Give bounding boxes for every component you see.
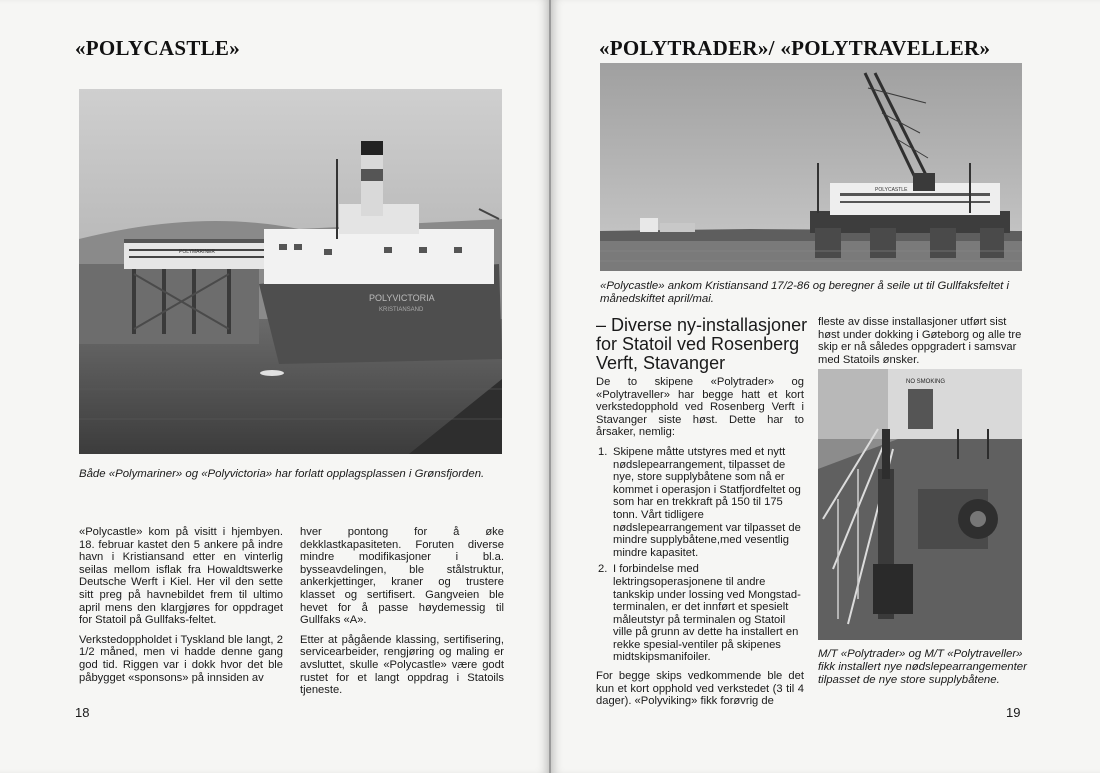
- rig-name-marking: POLYMARINER: [179, 249, 216, 255]
- photo-caption: Både «Polymariner» og «Polyvictoria» har forlatt opplagsplassen i Grønsfjorden.: [79, 468, 485, 480]
- deck-photo-caption: M/T «Polytrader» og M/T «Polytraveller» fikk installert nye nødslepearrangementer tilpasset de nye store supplybåtene.: [818, 648, 1027, 686]
- text-column-2-top: [818, 316, 1024, 373]
- page-number: 19: [1006, 705, 1021, 720]
- numbered-list: [596, 446, 804, 664]
- page-heading: «POLYCASTLE»: [75, 36, 241, 60]
- list-number: 2.: [598, 563, 608, 576]
- article-subheading: – Diverse ny-installasjoner for Statoil ved Rosenberg Verft, Stavanger: [596, 315, 808, 373]
- rig-photo-polycastle: [600, 63, 1022, 271]
- paragraph: Etter at pågående klassing, sertifisering, servicearbeider, rengjøring og maling er avsluttet, skulle «Polycastle» være godt rustet for et langt oppdrag i Statoils tjeneste.: [300, 633, 504, 697]
- text-column-2: [300, 526, 504, 704]
- paragraph: Verkstedoppholdet i Tyskland ble langt, 2 1/2 måned, men vi hadde denne gang god tid. Riggen var i dokk hvor det ble påbygget «sponsons» på innsiden av: [79, 633, 283, 684]
- photo-caption: «Polycastle» ankom Kristiansand 17/2-86 og beregner å seile ut til Gullfaksfeltet i månedskiftet april/mai.: [600, 280, 1010, 305]
- left-page: [0, 0, 549, 773]
- rig-name-marking: POLYCASTLE: [875, 187, 908, 193]
- list-text: I forbindelse med lektringsoperasjonene til andre tankskip under lossing ved Mongstad-terminalen, er det innført et spesielt måleutstyr på terminalen og Statoil ville på grunn av dette ha installert en rekke spesial-ventiler på skipenes midtskipsmanifoiler.: [613, 563, 801, 664]
- page-number: 18: [75, 705, 90, 720]
- paragraph: fleste av disse installasjoner utført sist høst under dokking i Gøteborg og alle tre skip er nå således oppgradert i samsvar med Statoils ønsker.: [818, 316, 1022, 366]
- right-page: [551, 0, 1100, 773]
- ship-port-marking: KRISTIANSAND: [379, 307, 424, 313]
- deck-photo-towing-gear: [818, 369, 1022, 640]
- text-column-1: [596, 376, 804, 715]
- list-item: [596, 446, 804, 559]
- page-heading: «POLYTRADER»/ «POLYTRAVELLER»: [599, 36, 991, 60]
- list-text: Skipene måtte utstyres med et nytt nødslepearrangement, tilpasset de nye, store supplybåtene som nå er kommet i operasjon i Statfjordfeltet og som har en trekkraft på 150 til 175 tonn. Vårt tidligere nødslepearrangement var tilpasset de mindre supplybåtene,med vesentlig mindre kapasitet.: [613, 445, 801, 559]
- list-item: [596, 563, 804, 664]
- paragraph: hver pontong for å øke dekklastkapasiteten. Foruten diverse mindre modifikasjoner i bl.a. bysseavdelingen, ble stålstruktur, ankerkjettinger, kraner og trustere klasset og sertifisert. Gangveien ble hevet for å passe høydemessig til Gullfaks «A».: [300, 526, 504, 627]
- intro-paragraph: De to skipene «Polytrader» og «Polytraveller» har begge hatt et kort verkstedopphold ved Rosenberg Verft i Stavanger siste høst. Dette har to årsaker, nemlig:: [596, 376, 804, 439]
- ship-name-marking: POLYVICTORIA: [369, 293, 435, 303]
- no-smoking-sign: NO SMOKING: [906, 379, 946, 385]
- paragraph: For begge skips vedkommende ble det kun et kort opphold ved verkstedet (3 til 4 dager). «Polyviking» fikk forøvrig de: [596, 670, 804, 708]
- list-number: 1.: [598, 445, 608, 458]
- ship-photo-polyvictoria: [79, 89, 502, 454]
- paragraph: «Polycastle» kom på visitt i hjembyen. 18. februar kastet den 5 ankere på indre havn i Kristiansand etter en vinterlig seilas mellom isflak fra Howaldtswerke Deutsche Werft i Kiel. Her vil den sette sitt preg på havnebildet frem til ultimo april mens den klargjøres for oppdraget for Statoil på Gullfaks-feltet.: [79, 526, 283, 627]
- text-column-1: [79, 526, 283, 691]
